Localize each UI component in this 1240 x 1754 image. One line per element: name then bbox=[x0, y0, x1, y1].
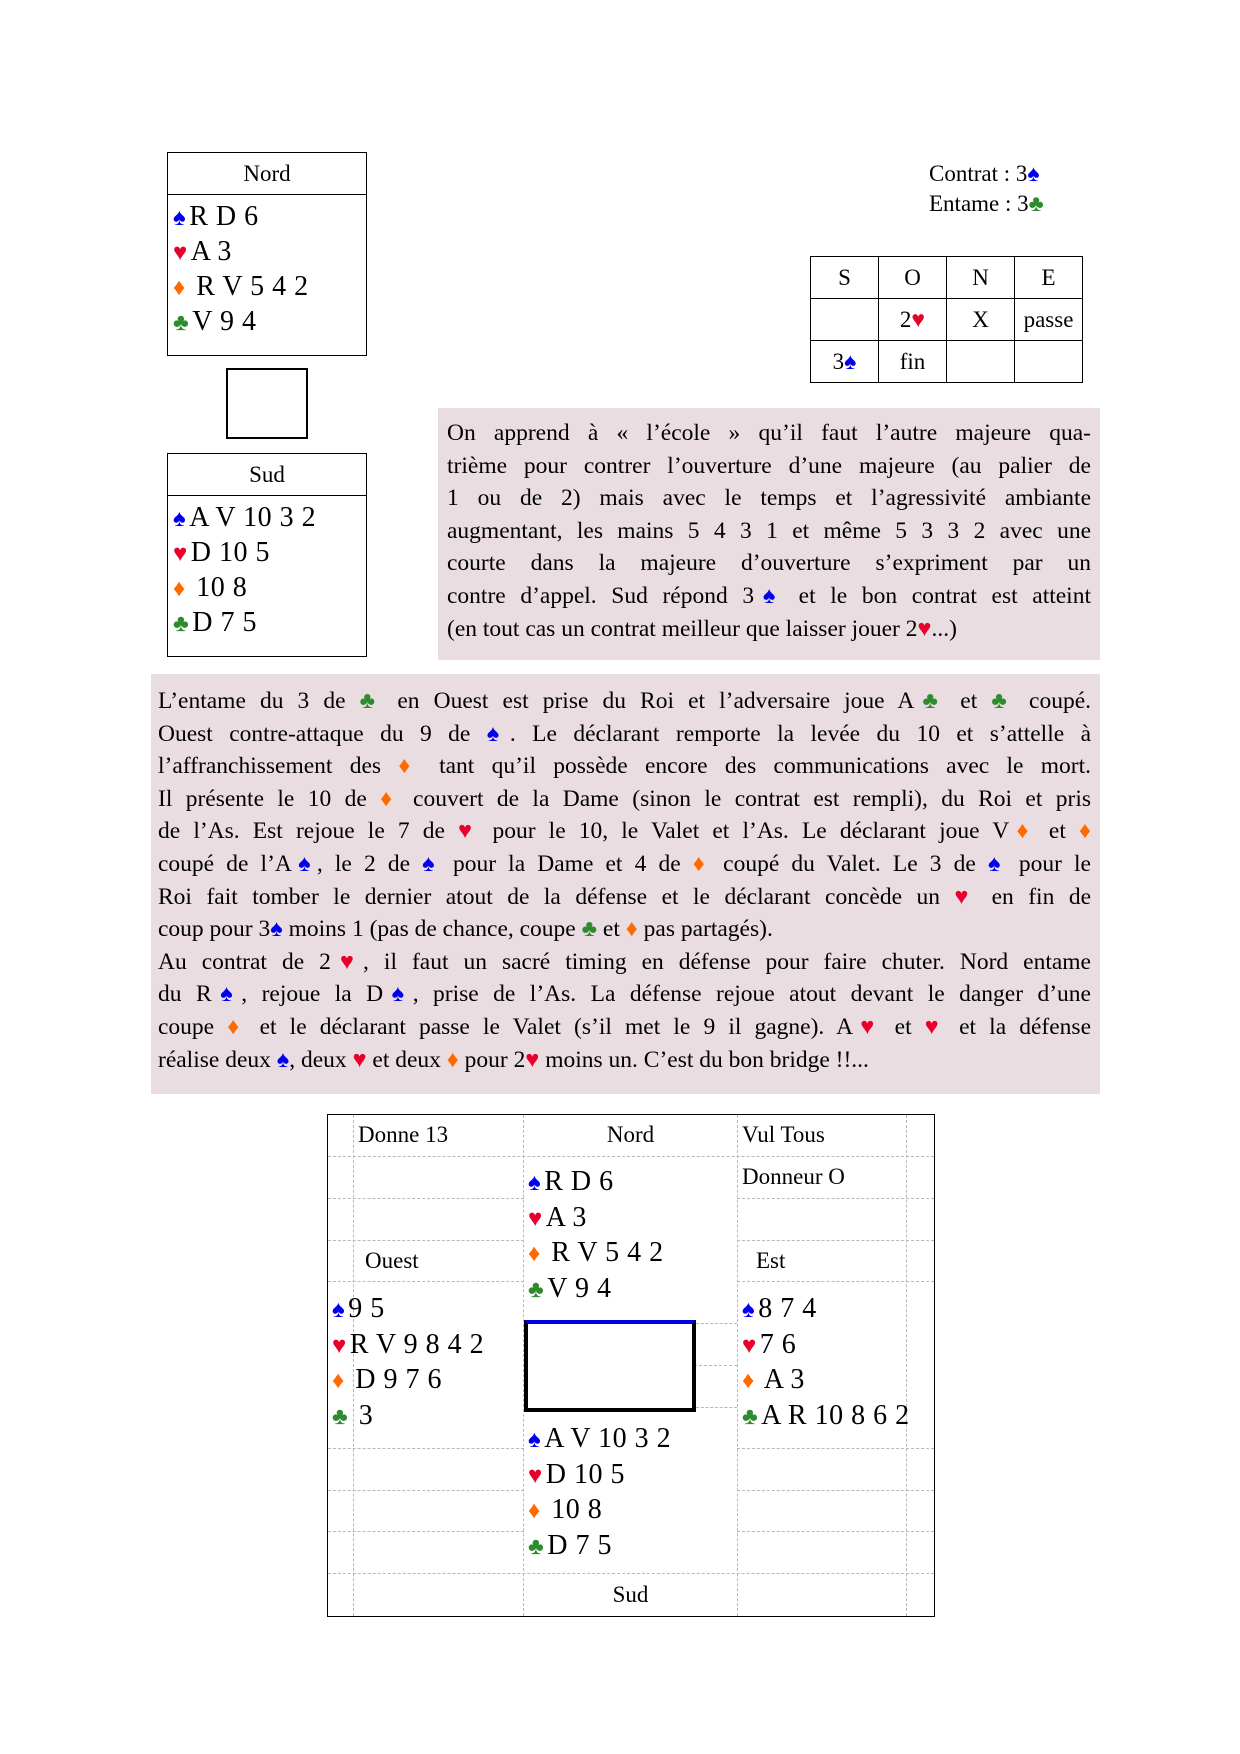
heart-icon: ♥ bbox=[954, 883, 978, 910]
club-icon: ♣ bbox=[991, 688, 1015, 714]
north-label: Nord bbox=[606, 1122, 655, 1147]
spade-icon: ♠ bbox=[276, 1046, 290, 1073]
heart-icon: ♥ bbox=[173, 541, 188, 567]
commentary-line: On apprend à « l’école » qu’il faut l’autre majeure qua- bbox=[447, 420, 1091, 446]
bidding-header: O bbox=[879, 257, 947, 299]
spade-icon: ♠ bbox=[173, 205, 187, 231]
deal-south-hand: ♠ A V 10 3 2 ♥ D 10 5 ♦ 10 8 ♣ D 7 5 bbox=[528, 1423, 672, 1561]
diamond-icon: ♦ bbox=[227, 1013, 247, 1040]
west-label: Ouest bbox=[365, 1248, 419, 1273]
east-label: Est bbox=[756, 1248, 786, 1273]
north-clubs: ♣ V 9 4 bbox=[173, 306, 257, 337]
heart-icon: ♥ bbox=[525, 1046, 540, 1073]
table-square bbox=[226, 368, 308, 439]
club-icon: ♣ bbox=[173, 611, 190, 637]
heart-icon: ♥ bbox=[173, 240, 188, 266]
bid-cell: fin bbox=[879, 341, 947, 383]
bidding-header: E bbox=[1015, 257, 1083, 299]
commentary-line: contre d’appel. Sud répond 3♠ et le bon contrat est atteint bbox=[447, 582, 1091, 609]
heart-icon: ♥ bbox=[924, 1013, 946, 1040]
commentary-line: augmentant, les mains 5 4 3 1 et même 5 3 3 2 avec une bbox=[447, 517, 1091, 544]
diamond-icon: ♦ bbox=[332, 1368, 345, 1394]
commentary-line: trième pour contrer l’ouverture d’une majeure (au palier de bbox=[447, 452, 1091, 479]
bidding-commentary bbox=[438, 408, 1100, 660]
heart-icon: ♥ bbox=[853, 1013, 882, 1040]
bid-cell: 2♥ bbox=[879, 299, 947, 341]
north-diamonds: ♦ R V 5 4 2 bbox=[173, 271, 309, 302]
spade-icon: ♠ bbox=[383, 981, 413, 1008]
bid-cell: 3♠ bbox=[811, 341, 879, 383]
spade-icon: ♠ bbox=[173, 506, 187, 532]
bid-cell: X bbox=[947, 299, 1015, 341]
diamond-icon: ♦ bbox=[446, 1046, 459, 1073]
commentary-line: de l’As. Est rejoue le 7 de ♥ pour le 10, le Valet et l’As. Le déclarant joue V♦ et ♦ bbox=[158, 818, 1091, 845]
commentary-line: (en tout cas un contrat meilleur que laisser jouer 2♥...) bbox=[447, 615, 957, 642]
club-icon: ♣ bbox=[1028, 191, 1044, 216]
deal-diagram bbox=[327, 1114, 935, 1617]
deal-east-hand: ♠ 8 7 4 ♥ 7 6 ♦ A 3 ♣ A R 10 8 6 2 bbox=[742, 1293, 910, 1431]
south-clubs: ♣ D 7 5 bbox=[173, 607, 257, 638]
diamond-icon: ♦ bbox=[625, 916, 638, 943]
heart-icon: ♥ bbox=[330, 948, 364, 975]
spade-icon: ♠ bbox=[844, 348, 857, 374]
club-icon: ♣ bbox=[742, 1403, 759, 1430]
club-icon: ♣ bbox=[332, 1403, 349, 1430]
bid-cell bbox=[947, 341, 1015, 383]
diamond-icon: ♦ bbox=[1009, 818, 1036, 845]
commentary-line: Au contrat de 2♥, il faut un sacré timing en défense pour faire chuter. Nord entame bbox=[158, 948, 1091, 975]
bidding-header: S bbox=[811, 257, 879, 299]
heart-icon: ♥ bbox=[458, 818, 480, 845]
commentary-line: l’affranchissement des ♦ tant qu’il possède encore des communications avec le mort. bbox=[158, 753, 1091, 780]
bid-cell bbox=[1015, 341, 1083, 383]
spade-icon: ♠ bbox=[528, 1170, 542, 1196]
diamond-icon: ♦ bbox=[528, 1498, 541, 1524]
commentary-line: coupe ♦ et le déclarant passe le Valet (s’il met le 9 il gagne). A♥ et ♥ et la défense bbox=[158, 1013, 1092, 1040]
diamond-icon: ♦ bbox=[173, 576, 186, 602]
heart-icon: ♥ bbox=[332, 1332, 347, 1359]
club-icon: ♣ bbox=[173, 310, 190, 336]
club-icon: ♣ bbox=[914, 688, 947, 714]
heart-icon: ♥ bbox=[352, 1046, 367, 1073]
south-diamonds: ♦ 10 8 bbox=[173, 572, 248, 603]
vulnerability: Vul Tous bbox=[742, 1122, 825, 1147]
spade-icon: ♠ bbox=[211, 981, 242, 1008]
bidding-table bbox=[810, 256, 1083, 383]
spade-icon: ♠ bbox=[332, 1297, 346, 1323]
heart-icon: ♥ bbox=[528, 1205, 543, 1232]
spade-icon: ♠ bbox=[422, 850, 441, 877]
spade-icon: ♠ bbox=[742, 1297, 756, 1323]
club-icon: ♣ bbox=[359, 688, 384, 714]
south-hand-box bbox=[167, 453, 367, 657]
commentary-line: coupé de l’A♠, le 2 de ♠ pour la Dame et 4 de ♦ coupé du Valet. Le 3 de ♠ pour le bbox=[158, 850, 1091, 877]
card-table bbox=[524, 1320, 696, 1412]
spade-icon: ♠ bbox=[1027, 161, 1040, 186]
contract-info bbox=[929, 159, 1040, 189]
commentary-line: du R♠, rejoue la D♠, prise de l’As. La défense rejoue atout devant le danger d’une bbox=[158, 981, 1091, 1008]
dealer: Donneur O bbox=[742, 1164, 845, 1189]
north-hand-title: Nord bbox=[168, 153, 366, 195]
spade-icon: ♠ bbox=[987, 850, 1007, 877]
bidding-header: N bbox=[947, 257, 1015, 299]
spade-icon: ♠ bbox=[754, 582, 785, 609]
spade-icon: ♠ bbox=[291, 850, 317, 877]
diamond-icon: ♦ bbox=[692, 850, 712, 877]
south-label: Sud bbox=[612, 1582, 649, 1607]
bid-cell: passe bbox=[1015, 299, 1083, 341]
south-spades: ♠ A V 10 3 2 bbox=[173, 502, 317, 533]
commentary-line: Ouest contre-attaque du 9 de ♠. Le déclarant remporte la levée du 10 et s’attelle à bbox=[158, 720, 1092, 747]
spade-icon: ♠ bbox=[528, 1427, 542, 1453]
commentary-line: coup pour 3♠ moins 1 (pas de chance, coupe ♣ et ♦ pas partagés). bbox=[158, 916, 773, 943]
heart-icon: ♥ bbox=[742, 1332, 757, 1359]
diamond-icon: ♦ bbox=[380, 785, 400, 812]
north-hearts: ♥ A 3 bbox=[173, 236, 232, 267]
commentary-line: Roi fait tomber le dernier atout de la défense et le déclarant concède un ♥ en fin de bbox=[158, 883, 1091, 910]
bidding-header-row bbox=[811, 257, 1083, 299]
club-icon: ♣ bbox=[528, 1533, 545, 1560]
spade-icon: ♠ bbox=[270, 916, 283, 943]
deal-west-hand: ♠ 9 5 ♥ R V 9 8 4 2 ♦ D 9 7 6 ♣ 3 bbox=[332, 1293, 485, 1431]
bidding-row bbox=[811, 299, 1083, 341]
lead-label: Entame : 3 bbox=[929, 191, 1029, 216]
commentary-line: courte dans la majeure d’ouverture s’expriment par un bbox=[447, 550, 1091, 577]
commentary-line: réalise deux ♠, deux ♥ et deux ♦ pour 2♥ moins un. C’est du bon bridge !!... bbox=[158, 1046, 869, 1073]
bidding-row bbox=[811, 341, 1083, 383]
heart-icon: ♥ bbox=[917, 615, 932, 642]
diamond-icon: ♦ bbox=[398, 753, 422, 780]
commentary-line: L’entame du 3 de ♣ en Ouest est prise du Roi et l’adversaire joue A♣ et ♣ coupé. bbox=[158, 688, 1092, 714]
club-icon: ♣ bbox=[528, 1276, 545, 1303]
diamond-icon: ♦ bbox=[528, 1241, 541, 1267]
diamond-icon: ♦ bbox=[742, 1368, 755, 1394]
diamond-icon: ♦ bbox=[1079, 818, 1091, 845]
play-commentary bbox=[151, 674, 1100, 1094]
south-hearts: ♥ D 10 5 bbox=[173, 537, 270, 568]
diamond-icon: ♦ bbox=[173, 275, 186, 301]
commentary-line: 1 ou de 2) mais avec le temps et l’agressivité ambiante bbox=[447, 485, 1091, 512]
heart-icon: ♥ bbox=[911, 306, 926, 332]
bid-cell bbox=[811, 299, 879, 341]
south-hand-title: Sud bbox=[168, 454, 366, 496]
board-number: Donne 13 bbox=[358, 1122, 449, 1147]
deal-north-hand: ♠ R D 6 ♥ A 3 ♦ R V 5 4 2 ♣ V 9 4 bbox=[528, 1166, 664, 1304]
north-spades: ♠ R D 6 bbox=[173, 201, 259, 232]
north-hand-box bbox=[167, 152, 367, 356]
club-icon: ♣ bbox=[581, 916, 598, 943]
contract-label: Contrat : 3 bbox=[929, 161, 1028, 186]
commentary-line: Il présente le 10 de ♦ couvert de la Dame (sinon le contrat est rempli), du Roi et pris bbox=[158, 785, 1091, 812]
spade-icon: ♠ bbox=[486, 720, 510, 747]
lead-info bbox=[929, 189, 1044, 219]
heart-icon: ♥ bbox=[528, 1462, 543, 1489]
